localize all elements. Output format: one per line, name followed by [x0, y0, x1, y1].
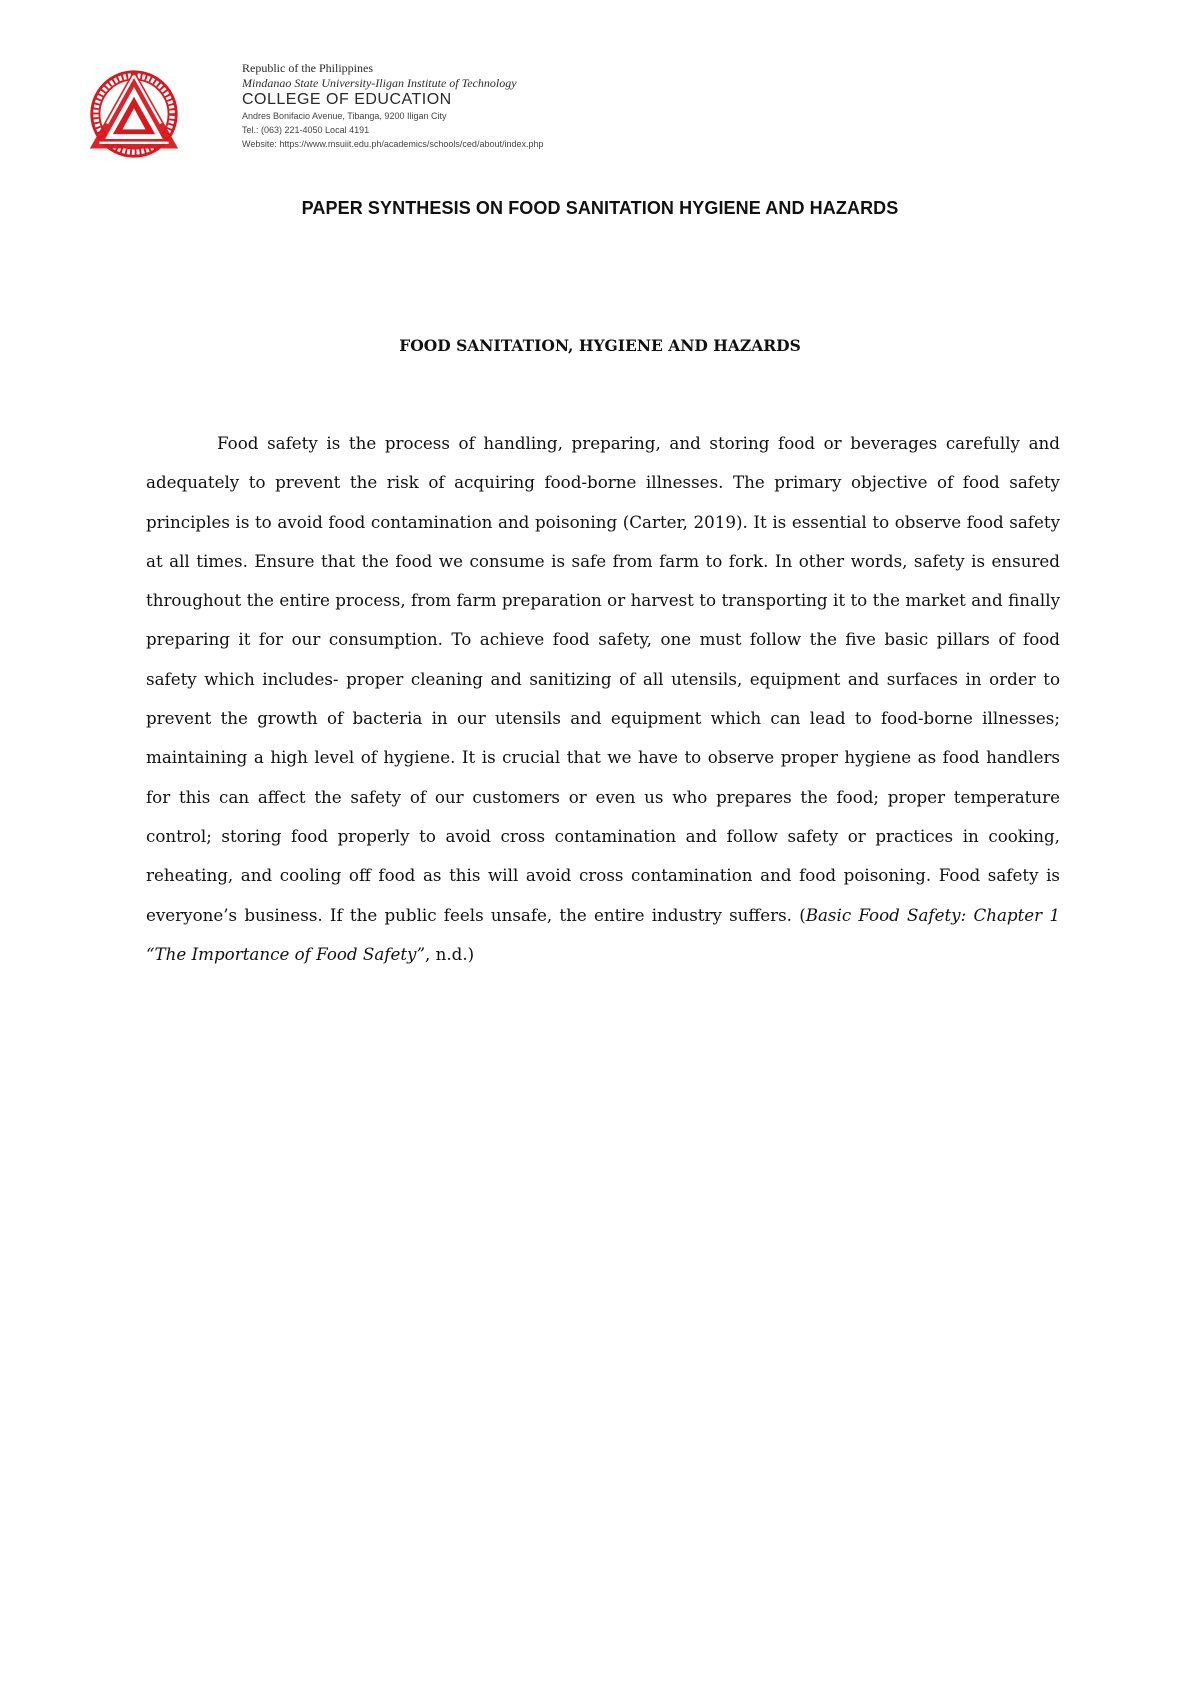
letterhead-telephone: Tel.: (063) 221-4050 Local 4191	[242, 125, 370, 135]
document-title: PAPER SYNTHESIS ON FOOD SANITATION HYGIENE AND HAZARDS	[301, 198, 899, 218]
citation-title: Basic Food Safety: Chapter 1 “The Importance of Food Safety”	[146, 904, 1060, 964]
letterhead-address: Andres Bonifacio Avenue, Tibanga, 9200 Iligan City	[242, 111, 447, 121]
body-paragraph	[146, 424, 1060, 974]
citation-tail: , n.d.)	[425, 943, 475, 964]
section-title: FOOD SANITATION, HYGIENE AND HAZARDS	[399, 336, 801, 355]
letterhead-website: Website: https://www.msuiit.edu.ph/academics/schools/ced/about/index.php	[242, 139, 544, 149]
paragraph-main-text: Food safety is the process of handling, preparing, and storing food or beverages carefully and adequately to prevent the risk of acquiring food-borne illnesses. The primary objective of food safety principles is to avoid food contamination and poisoning (Carter, 2019). It is essential to observe food safety at all times. Ensure that the food we consume is safe from farm to fork. In other words, safety is ensured throughout the entire process, from farm preparation or harvest to transporting it to the market and finally preparing it for our consumption. To achieve food safety, one must follow the five basic pillars of food safety which includes- proper cleaning and sanitizing of all utensils, equipment and surfaces in order to prevent the growth of bacteria in our utensils and equipment which can lead to food-borne illnesses; maintaining a high level of hygiene. It is crucial that we have to observe proper hygiene as food handlers for this can affect the safety of our customers or even us who prepares the food; proper temperature control; storing food properly to avoid cross contamination and follow safety or practices in cooking, reheating, and cooling off food as this will avoid cross contamination and food poisoning. Food safety is everyone’s business. If the public feels unsafe, the entire industry suffers. (	[146, 433, 1060, 925]
letterhead-republic: Republic of the Philippines	[242, 61, 373, 75]
university-seal-logo	[86, 66, 182, 162]
letterhead	[242, 61, 1002, 151]
letterhead-university: Mindanao State University-Iligan Institute of Technology	[242, 76, 517, 90]
letterhead-college: COLLEGE OF EDUCATION	[242, 91, 452, 108]
